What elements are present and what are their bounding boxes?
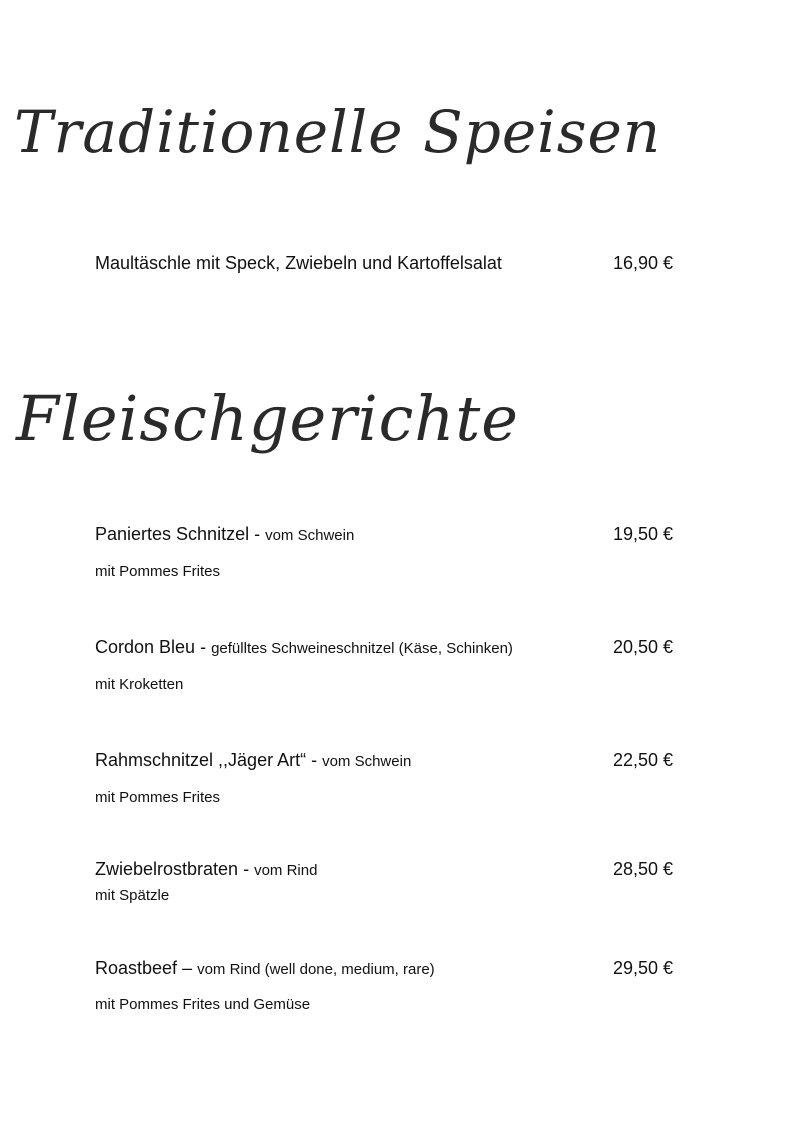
menu-item-side: mit Spätzle	[95, 887, 170, 904]
menu-item-price: 22,50 €	[613, 750, 674, 770]
menu-item-name: Cordon Bleu	[95, 637, 196, 657]
menu-item-price: 16,90 €	[613, 253, 674, 273]
menu-item-name: Rahmschnitzel ,,Jäger Art“	[95, 750, 307, 770]
menu-item-price: 19,50 €	[613, 524, 674, 544]
menu-item-name: Paniertes Schnitzel	[95, 524, 250, 544]
menu-item-description: vom Rind (well done, medium, rare)	[197, 961, 435, 978]
menu-item-description: vom Schwein	[265, 527, 355, 544]
menu-item-side: mit Pommes Frites	[95, 563, 221, 580]
menu-item-cordon-bleu	[95, 636, 513, 660]
menu-item-separator: -	[249, 524, 266, 544]
menu-item-name: Maultäschle mit Speck, Zwiebeln und Kartoffelsalat	[95, 253, 502, 273]
menu-item-side: mit Pommes Frites und Gemüse	[95, 996, 311, 1013]
menu-item-separator: -	[195, 637, 212, 657]
menu-item-separator: –	[177, 958, 198, 978]
menu-item-separator: -	[306, 750, 323, 770]
menu-item-name: Zwiebelrostbraten	[95, 859, 239, 879]
menu-item-price: 28,50 €	[613, 859, 674, 879]
menu-item-description: vom Rind	[254, 862, 318, 879]
menu-item-name: Roastbeef	[95, 958, 178, 978]
menu-item-price: 20,50 €	[613, 637, 674, 657]
menu-item-separator: -	[238, 859, 255, 879]
section-title-traditionelle-speisen: Traditionelle Speisen	[14, 98, 662, 166]
menu-item-side: mit Kroketten	[95, 676, 184, 693]
menu-item-paniertes-schnitzel	[95, 523, 354, 547]
menu-item-price: 29,50 €	[613, 958, 674, 978]
section-title-fleischgerichte: Fleischgerichte	[16, 382, 519, 455]
menu-item-description: gefülltes Schweineschnitzel (Käse, Schinken)	[211, 640, 513, 657]
menu-item-rahmschnitzel	[95, 749, 411, 773]
menu-item-description: vom Schwein	[322, 753, 412, 770]
menu-item-zwiebelrostbraten	[95, 858, 317, 882]
menu-item-maultaeschle	[95, 252, 502, 274]
menu-item-side: mit Pommes Frites	[95, 789, 221, 806]
menu-item-roastbeef	[95, 957, 435, 981]
